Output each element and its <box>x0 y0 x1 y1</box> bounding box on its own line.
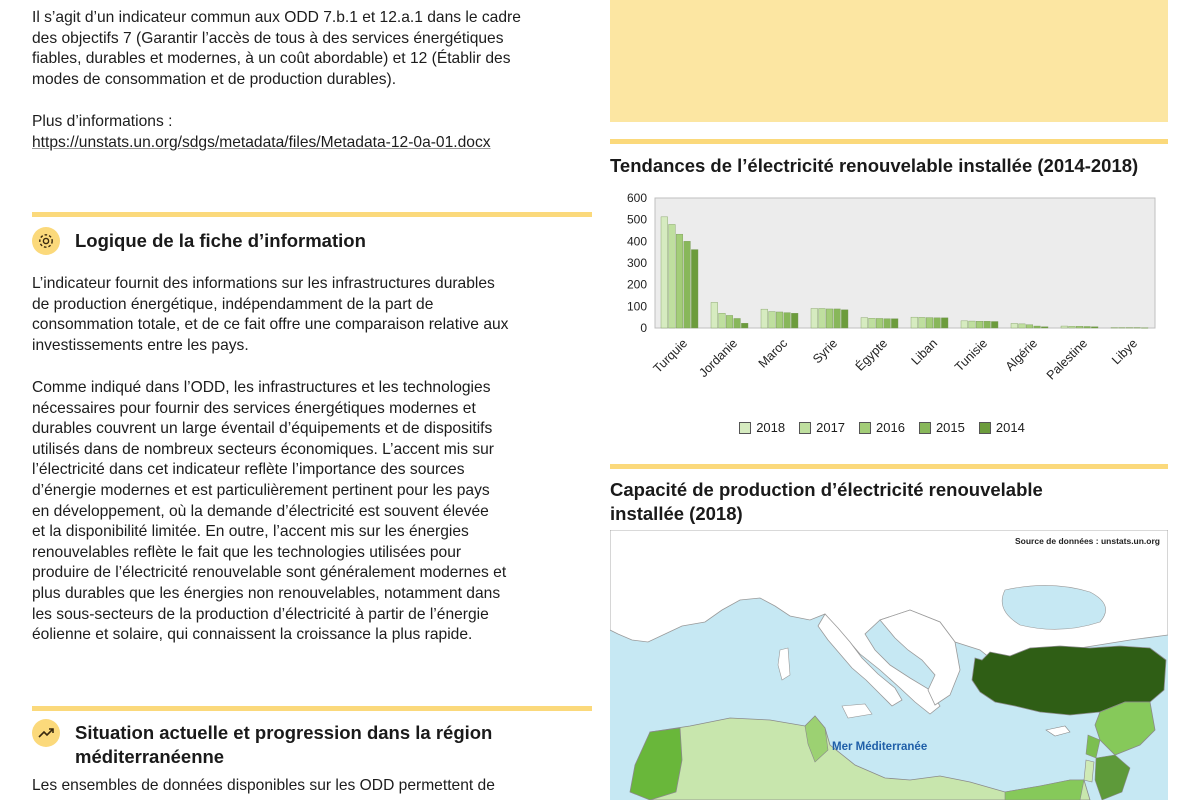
bar-jordanie-2014 <box>741 323 748 328</box>
intro-line: des objectifs 7 (Garantir l’accès de tous à des services énergétiques <box>32 29 504 47</box>
intro-line: Il s’agit d’un indicateur commun aux ODD 7.b.1 et 12.a.1 dans le cadre <box>32 9 521 26</box>
palestine <box>1084 760 1094 782</box>
bar-palestine-2017 <box>1069 326 1076 328</box>
bar-syrie-2017 <box>819 309 826 329</box>
bar-liban-2017 <box>919 317 926 328</box>
text-line: en développement, où la demande d’électricité est souvent élevée <box>32 502 489 520</box>
text-line: de production énergétique, indépendamment de la part de <box>32 295 434 313</box>
legend-item <box>859 420 905 435</box>
bar-égypte-2017 <box>869 318 876 328</box>
bar-turquie-2014 <box>691 250 698 328</box>
situation-paragraph <box>32 776 592 797</box>
plot-area <box>655 198 1155 328</box>
x-tick-label: Palestine <box>1043 336 1091 383</box>
chart-divider <box>610 139 1168 144</box>
bar-maroc-2017 <box>769 312 776 328</box>
bar-syrie-2016 <box>826 309 833 328</box>
bar-palestine-2014 <box>1091 327 1098 328</box>
bar-égypte-2016 <box>876 318 883 328</box>
text-line: Les ensembles de données disponibles sur les ODD permettent de <box>32 777 495 794</box>
bar-syrie-2014 <box>841 310 848 328</box>
chart-heading: Tendances de l’électricité renouvelable installée (2014-2018) <box>610 155 1139 176</box>
bar-maroc-2016 <box>776 312 783 328</box>
bar-libye-2014 <box>1141 328 1148 329</box>
section-title-line: méditerranéenne <box>75 746 225 767</box>
intro-line: fiables, durables et modernes, à un coût abordable) et 12 (Établir des <box>32 50 511 68</box>
legend-item <box>739 420 785 435</box>
text-line: utilisés dans de nombreux secteurs économiques. L’accent mis sur <box>32 440 494 458</box>
legend-item <box>799 420 845 435</box>
chart-legend <box>610 420 1168 437</box>
bar-tunisie-2018 <box>961 321 968 328</box>
section-divider <box>32 706 592 711</box>
bar-turquie-2017 <box>669 224 676 328</box>
text-line: les sous-secteurs de la production d’électricité à partir de l’énergie <box>32 605 489 623</box>
bar-tunisie-2015 <box>984 321 991 328</box>
y-tick-label: 300 <box>626 256 647 270</box>
intro-paragraph <box>32 8 592 90</box>
text-line: éolienne et solaire, qui connaissent la croissance la plus rapide. <box>32 626 473 644</box>
y-tick-label: 0 <box>640 321 647 335</box>
y-axis <box>627 192 647 335</box>
text-line: durables couvrent un large éventail d’équipements et de dispositifs <box>32 420 493 438</box>
bar-turquie-2018 <box>661 217 668 328</box>
text-line: renouvelables reflète le fait que les technologies utilisées pour <box>32 543 462 561</box>
x-tick-label: Liban <box>908 336 941 368</box>
bar-maroc-2015 <box>784 313 791 328</box>
bar-libye-2015 <box>1134 328 1141 329</box>
y-tick-label: 500 <box>626 212 647 227</box>
bar-syrie-2015 <box>834 309 841 328</box>
text-line: nécessaires pour fournir des services énergétiques modernes et <box>32 399 476 417</box>
bar-maroc-2014 <box>791 313 798 328</box>
legend-swatch <box>979 422 991 434</box>
section-divider <box>32 212 592 217</box>
logic-paragraph-1 <box>32 274 592 356</box>
y-tick-label: 200 <box>626 277 647 292</box>
text-line: produire de l’électricité renouvelable sont généralement modernes et <box>32 564 507 582</box>
more-info-block <box>32 112 592 153</box>
y-tick-label: 100 <box>626 299 647 314</box>
legend-swatch <box>919 422 931 434</box>
legend-label: 2017 <box>816 420 846 435</box>
legend-item <box>979 420 1025 435</box>
legend-label: 2018 <box>756 420 786 435</box>
trend-up-icon <box>32 719 60 747</box>
gear-icon <box>32 227 60 255</box>
text-line: plus durables que les énergies non renouvelables, notamment dans <box>32 584 501 602</box>
bar-palestine-2015 <box>1084 326 1091 328</box>
text-line: l’électricité dans cet indicateur reflète l’importance des sources <box>32 461 465 479</box>
renewables-bar-chart <box>610 192 1170 447</box>
x-tick-label: Turquie <box>650 336 691 376</box>
text-line: et la disponibilité limitée. En outre, l’accent mis sur les énergies <box>32 523 469 541</box>
metadata-link[interactable]: https://unstats.un.org/sdgs/metadata/files/Metadata-12-0a-01.docx <box>32 133 491 151</box>
bar-égypte-2014 <box>891 319 898 328</box>
bar-turquie-2016 <box>676 234 683 328</box>
map-heading-line: Capacité de production d’électricité renouvelable <box>610 479 1043 500</box>
map-heading-line: installée (2018) <box>610 503 743 524</box>
bar-libye-2018 <box>1111 328 1118 329</box>
section-title-logic: Logique de la fiche d’information <box>75 230 366 251</box>
bar-palestine-2016 <box>1076 326 1083 328</box>
bar-palestine-2018 <box>1061 326 1068 328</box>
bar-égypte-2015 <box>884 319 891 328</box>
x-tick-label: Jordanie <box>696 336 741 381</box>
map-heading <box>610 478 1170 526</box>
legend-label: 2016 <box>876 420 905 435</box>
bar-jordanie-2015 <box>734 318 741 328</box>
bar-liban-2016 <box>926 318 933 328</box>
bar-libye-2016 <box>1126 328 1133 329</box>
legend-swatch <box>739 422 751 434</box>
black-sea <box>1002 585 1105 629</box>
bar-liban-2014 <box>941 318 948 328</box>
mediterranean-map <box>610 530 1168 800</box>
bar-jordanie-2017 <box>719 313 726 328</box>
x-tick-label: Libye <box>1109 336 1141 368</box>
bar-maroc-2018 <box>761 309 768 328</box>
logic-paragraph-2 <box>32 378 592 646</box>
bar-turquie-2015 <box>684 241 691 328</box>
y-tick-label: 600 <box>626 192 647 205</box>
bar-algérie-2015 <box>1034 326 1041 328</box>
sea-label: Mer Méditerranée <box>832 741 928 753</box>
x-tick-label: Égypte <box>852 336 891 374</box>
text-line: consommation totale, et de ce fait offre une comparaison relative aux <box>32 316 509 334</box>
bar-jordanie-2018 <box>711 302 718 328</box>
section-title-line: Situation actuelle et progression dans la région <box>75 722 493 743</box>
bar-algérie-2016 <box>1026 325 1033 328</box>
text-line: investissements entre les pays. <box>32 336 249 354</box>
x-axis-labels <box>651 335 1141 382</box>
bar-algérie-2014 <box>1041 327 1048 328</box>
x-tick-label: Syrie <box>810 336 841 367</box>
bar-tunisie-2016 <box>976 321 983 328</box>
text-line: d’énergie modernes et est particulièrement pertinent pour les pays <box>32 481 490 499</box>
intro-line: modes de consommation et de production durables). <box>32 70 397 88</box>
x-tick-label: Tunisie <box>952 336 991 375</box>
bar-syrie-2018 <box>811 309 818 329</box>
bar-tunisie-2017 <box>969 321 976 328</box>
legend-item <box>919 420 965 435</box>
bar-égypte-2018 <box>861 318 868 328</box>
legend-label: 2014 <box>995 420 1025 435</box>
y-tick-label: 400 <box>626 234 647 249</box>
bar-algérie-2017 <box>1019 324 1026 328</box>
bar-liban-2018 <box>911 317 918 328</box>
map-source: Source de données : unstats.un.org <box>1015 536 1160 546</box>
bar-jordanie-2016 <box>726 315 733 328</box>
bar-algérie-2018 <box>1011 323 1018 328</box>
bar-tunisie-2014 <box>991 322 998 329</box>
legend-label: 2015 <box>935 420 965 435</box>
legend-swatch <box>799 422 811 434</box>
text-line: Comme indiqué dans l’ODD, les infrastructures et les technologies <box>32 379 491 396</box>
bar-liban-2015 <box>934 318 941 328</box>
more-info-label: Plus d’informations : <box>32 113 173 130</box>
map-divider <box>610 464 1168 469</box>
callout-box <box>610 0 1168 122</box>
x-tick-label: Algérie <box>1002 336 1041 374</box>
x-tick-label: Maroc <box>755 336 791 371</box>
section-title-situation <box>75 721 555 769</box>
bar-libye-2017 <box>1119 328 1126 329</box>
text-line: L’indicateur fournit des informations sur les infrastructures durables <box>32 275 495 292</box>
legend-swatch <box>859 422 871 434</box>
